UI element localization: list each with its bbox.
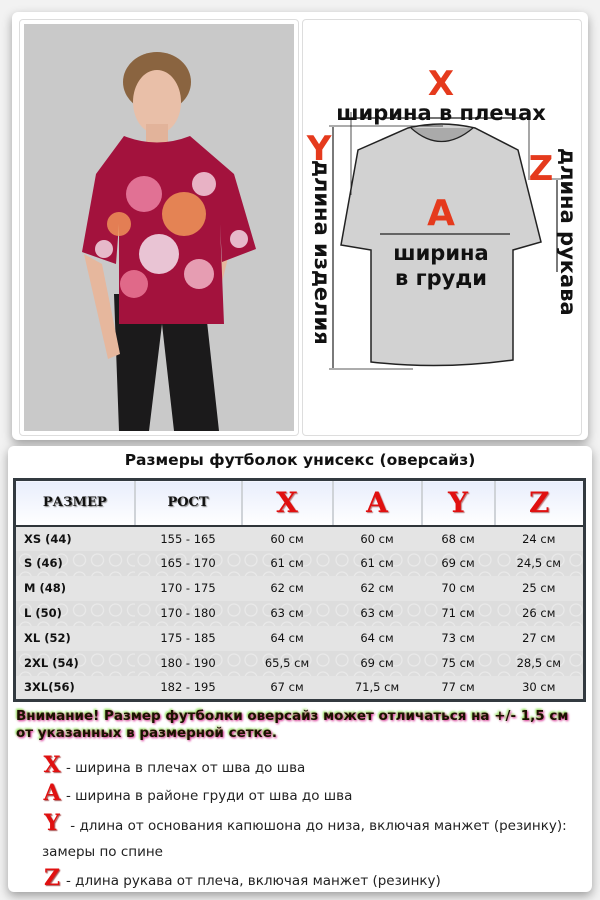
cell-size: M (48)	[15, 576, 135, 601]
table-row	[15, 601, 585, 626]
size-warning: Внимание! Размер футболки оверсайз может отличаться на +/- 1,5 см от указанных в размерной сетке.	[16, 708, 569, 741]
measurement-diagram	[302, 19, 582, 436]
cell-z: 24,5 см	[495, 551, 585, 576]
header-x: X	[242, 480, 333, 526]
y-symbol: Y	[44, 810, 60, 836]
header-z: Z	[495, 480, 585, 526]
legend-item-y	[42, 810, 582, 865]
cell-z: 27 см	[495, 626, 585, 651]
a-letter: A	[427, 193, 455, 234]
cell-z: 28,5 см	[495, 651, 585, 676]
a-label-2: в груди	[395, 266, 487, 290]
x-label: ширина в плечах	[336, 101, 546, 125]
cell-x: 62 см	[242, 576, 333, 601]
cell-y: 70 см	[422, 576, 495, 601]
table-row	[15, 676, 585, 701]
legend-item-z	[42, 865, 582, 893]
cell-height: 182 - 195	[135, 676, 242, 701]
cell-a: 63 см	[333, 601, 422, 626]
cell-a: 60 см	[333, 526, 422, 551]
cell-y: 68 см	[422, 526, 495, 551]
cell-z: 24 см	[495, 526, 585, 551]
cell-x: 60 см	[242, 526, 333, 551]
cell-a: 61 см	[333, 551, 422, 576]
model-photo	[24, 24, 294, 431]
a-label-1: ширина	[393, 241, 489, 265]
cell-x: 64 см	[242, 626, 333, 651]
legend-text: - длина от основания капюшона до низа, включая манжет (резинку): замеры по спине	[42, 818, 567, 860]
cell-height: 170 - 180	[135, 601, 242, 626]
x-letter: X	[427, 64, 455, 104]
model-photo-frame	[19, 19, 299, 436]
cell-height: 175 - 185	[135, 626, 242, 651]
cell-height: 170 - 175	[135, 576, 242, 601]
table-title: Размеры футболок унисекс (оверсайз)	[124, 451, 476, 469]
cell-y: 71 см	[422, 601, 495, 626]
z-label: длина рукава	[556, 148, 580, 316]
cell-a: 71,5 см	[333, 676, 422, 701]
z-symbol: Z	[43, 865, 61, 891]
y-letter: Y	[306, 129, 332, 169]
measurement-legend	[42, 752, 582, 893]
cell-a: 62 см	[333, 576, 422, 601]
cell-size: 3XL(56)	[15, 676, 135, 701]
cell-x: 65,5 см	[242, 651, 333, 676]
header-y: Y	[422, 480, 495, 526]
cell-size: XS (44)	[15, 526, 135, 551]
y-label: длина изделия	[310, 160, 334, 345]
cell-y: 77 см	[422, 676, 495, 701]
cell-a: 64 см	[333, 626, 422, 651]
header-height: РОСТ	[135, 480, 242, 526]
table-row	[15, 576, 585, 601]
cell-z: 25 см	[495, 576, 585, 601]
table-row	[15, 526, 585, 551]
cell-x: 67 см	[242, 676, 333, 701]
x-symbol: X	[43, 752, 61, 778]
table-row	[15, 651, 585, 676]
cell-z: 30 см	[495, 676, 585, 701]
legend-text: - ширина в районе груди от шва до шва	[66, 788, 353, 804]
header-row	[15, 480, 585, 526]
cell-x: 61 см	[242, 551, 333, 576]
cell-height: 165 - 170	[135, 551, 242, 576]
size-table	[13, 478, 586, 702]
legend-text: - длина рукава от плеча, включая манжет (резинку)	[66, 873, 441, 889]
cell-y: 69 см	[422, 551, 495, 576]
cell-height: 180 - 190	[135, 651, 242, 676]
table-row	[15, 551, 585, 576]
header-size: РАЗМЕР	[15, 480, 135, 526]
header-a: A	[333, 480, 422, 526]
legend-item-x	[42, 752, 582, 780]
cell-size: L (50)	[15, 601, 135, 626]
cell-size: S (46)	[15, 551, 135, 576]
legend-item-a	[42, 780, 582, 808]
z-letter: Z	[528, 149, 554, 189]
cell-size: XL (52)	[15, 626, 135, 651]
a-symbol: A	[43, 780, 61, 806]
cell-size: 2XL (54)	[15, 651, 135, 676]
cell-z: 26 см	[495, 601, 585, 626]
cell-y: 73 см	[422, 626, 495, 651]
table-row	[15, 626, 585, 651]
legend-text: - ширина в плечах от шва до шва	[66, 760, 306, 776]
cell-height: 155 - 165	[135, 526, 242, 551]
cell-x: 63 см	[242, 601, 333, 626]
cell-a: 69 см	[333, 651, 422, 676]
cell-y: 75 см	[422, 651, 495, 676]
